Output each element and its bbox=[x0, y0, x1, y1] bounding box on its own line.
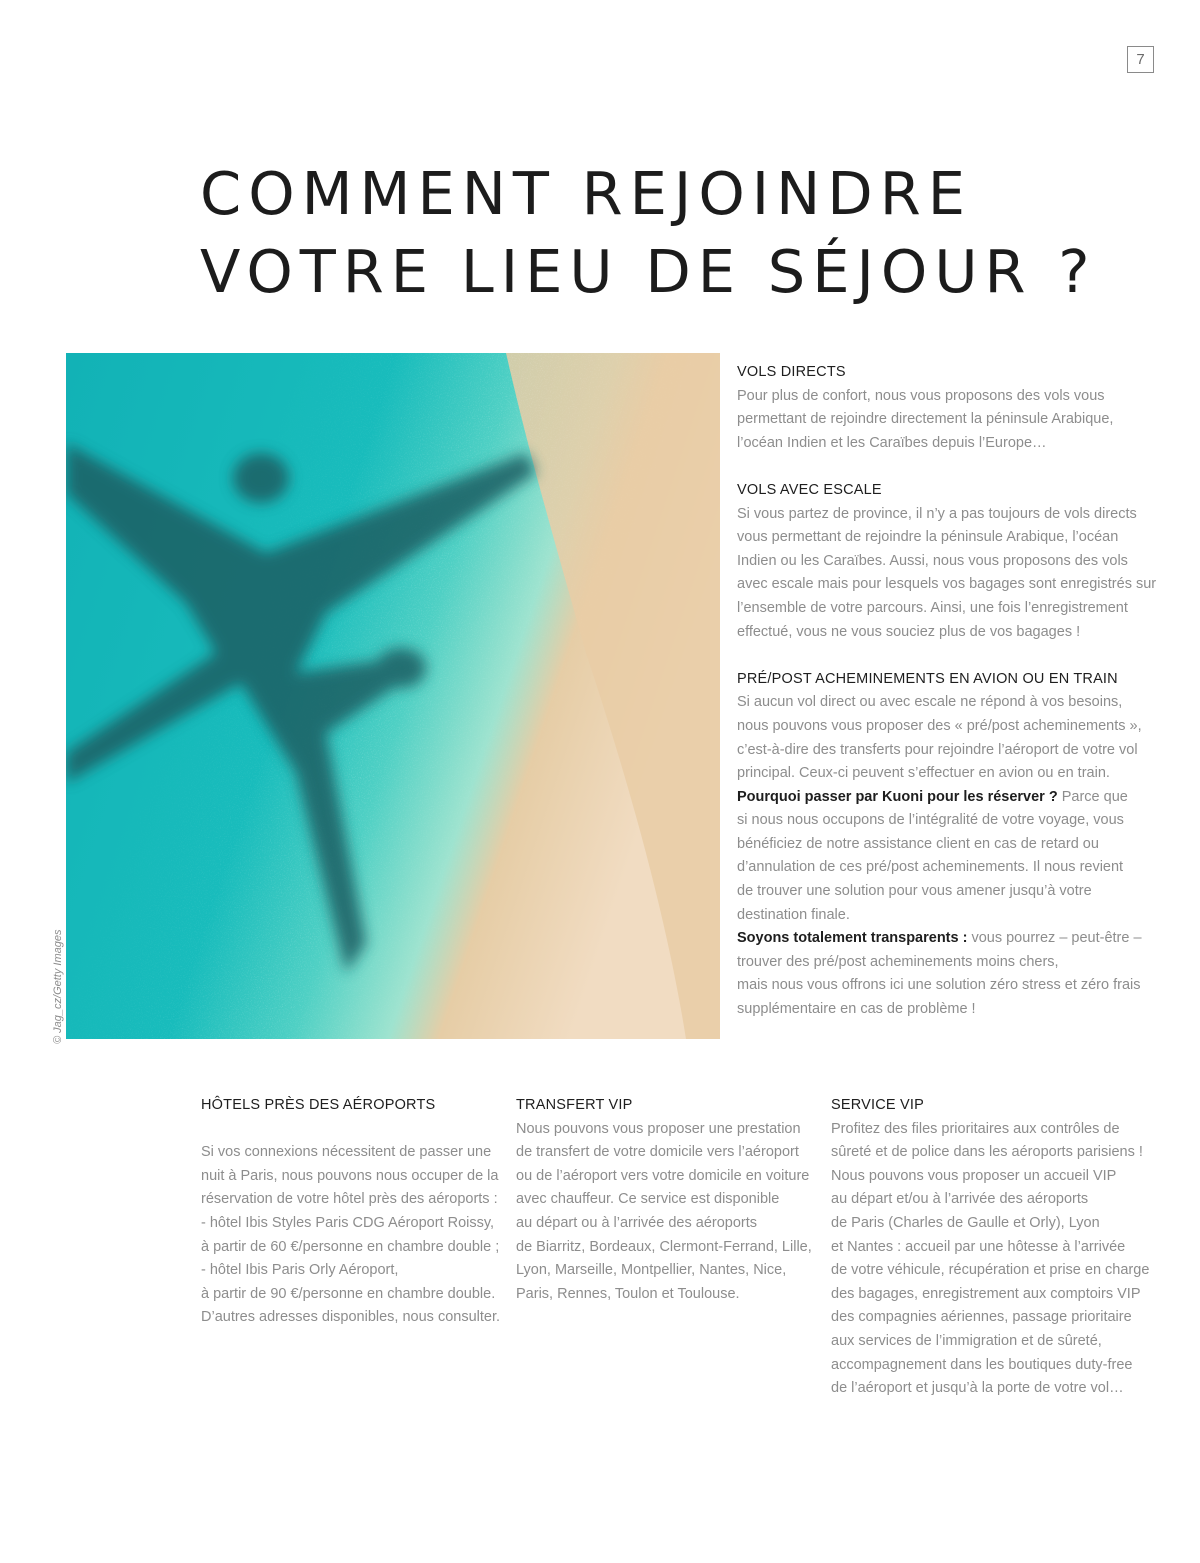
section-vols-directs bbox=[737, 361, 1137, 455]
text-line: vous permettant de rejoindre la péninsule Arabique, l’océan bbox=[737, 529, 1119, 546]
text-line: Indien ou les Caraïbes. Aussi, nous vous proposons des vols bbox=[737, 552, 1128, 569]
text-line: nous pouvons vous proposer des « pré/post acheminements », bbox=[737, 717, 1142, 734]
text-line bbox=[737, 927, 1142, 951]
section-hotels bbox=[201, 1094, 501, 1330]
text-line: l’ensemble de votre parcours. Ainsi, une fois l’enregistrement bbox=[737, 599, 1128, 616]
photo-credit: © Jag_cz/Getty Images bbox=[52, 929, 64, 1044]
why-kuoni-bold: Pourquoi passer par Kuoni pour les réserver ? bbox=[737, 788, 1058, 805]
section-service-vip bbox=[831, 1094, 1150, 1401]
text-line: Nous pouvons vous proposer une prestation bbox=[516, 1120, 801, 1137]
heading-transfert-vip: TRANSFERT VIP bbox=[516, 1097, 633, 1113]
text-line: supplémentaire en cas de problème ! bbox=[737, 1001, 976, 1018]
text-line: Paris, Rennes, Toulon et Toulouse. bbox=[516, 1285, 740, 1302]
text-fragment: Parce que bbox=[1057, 788, 1128, 805]
text-line: Si aucun vol direct ou avec escale ne répond à vos besoins, bbox=[737, 694, 1123, 711]
text-line: permettant de rejoindre directement la péninsule Arabique, bbox=[737, 411, 1114, 428]
heading-service-vip: SERVICE VIP bbox=[831, 1097, 924, 1113]
heading-pre-post: PRÉ/POST ACHEMINEMENTS EN AVION OU EN TRAIN bbox=[737, 670, 1118, 687]
title-line-2: VOTRE LIEU DE SÉJOUR ? bbox=[200, 237, 1097, 306]
text-line: effectué, vous ne vous souciez plus de vos bagages ! bbox=[737, 623, 1081, 640]
text-line: mais nous vous offrons ici une solution zéro stress et zéro frais bbox=[737, 977, 1141, 994]
text-line: au départ et/ou à l’arrivée des aéroports bbox=[831, 1191, 1089, 1208]
text-line: de trouver une solution pour vous amener jusqu’à votre bbox=[737, 883, 1092, 900]
airplane-shadow-beach-photo bbox=[66, 353, 720, 1039]
text-transfert-vip bbox=[516, 1118, 816, 1307]
text-line: à partir de 60 €/personne en chambre double ; bbox=[201, 1238, 500, 1255]
text-vols-directs bbox=[737, 385, 1137, 456]
text-line: principal. Ceux-ci peuvent s’effectuer en avion ou en train. bbox=[737, 765, 1110, 782]
text-line: avec chauffeur. Ce service est disponible bbox=[516, 1191, 780, 1208]
text-line: bénéficiez de notre assistance client en cas de retard ou bbox=[737, 835, 1099, 852]
text-line: D’autres adresses disponibles, nous consulter. bbox=[201, 1309, 501, 1326]
text-line bbox=[737, 786, 1137, 810]
heading-hotels: HÔTELS PRÈS DES AÉROPORTS bbox=[201, 1097, 436, 1113]
section-vols-escale bbox=[737, 479, 1157, 644]
text-line: et Nantes : accueil par une hôtesse à l’arrivée bbox=[831, 1238, 1126, 1255]
text-line: réservation de votre hôtel près des aéroports : bbox=[201, 1191, 498, 1208]
page-number: 7 bbox=[1127, 46, 1154, 73]
section-pre-post bbox=[737, 668, 1142, 1022]
text-line: des compagnies aériennes, passage prioritaire bbox=[831, 1309, 1132, 1326]
heading-vols-directs: VOLS DIRECTS bbox=[737, 364, 846, 380]
text-vols-escale bbox=[737, 503, 1157, 645]
heading-vols-escale: VOLS AVEC ESCALE bbox=[737, 481, 882, 498]
text-line: - hôtel Ibis Paris Orly Aéroport, bbox=[201, 1262, 399, 1279]
text-line: nuit à Paris, nous pouvons nous occuper de la bbox=[201, 1167, 499, 1184]
text-line: de Biarritz, Bordeaux, Clermont-Ferrand, Lille, bbox=[516, 1238, 812, 1255]
section-transfert-vip bbox=[516, 1094, 816, 1306]
text-line: avec escale mais pour lesquels vos bagages sont enregistrés sur bbox=[737, 576, 1157, 593]
text-line: des bagages, enregistrement aux comptoirs VIP bbox=[831, 1285, 1141, 1302]
right-column bbox=[737, 361, 1157, 1045]
text-line: d’annulation de ces pré/post acheminements. Il nous revient bbox=[737, 859, 1124, 876]
text-line: aux services de l’immigration et de sûreté, bbox=[831, 1332, 1102, 1349]
text-line: trouver des pré/post acheminements moins chers, bbox=[737, 953, 1059, 970]
title-line-1: COMMENT REJOINDRE bbox=[200, 159, 973, 228]
text-hotels bbox=[201, 1118, 501, 1330]
text-line: au départ ou à l’arrivée des aéroports bbox=[516, 1214, 758, 1231]
text-line: Lyon, Marseille, Montpellier, Nantes, Nice, bbox=[516, 1262, 787, 1279]
text-service-vip bbox=[831, 1118, 1150, 1401]
text-line: de transfert de votre domicile vers l’aéroport bbox=[516, 1144, 799, 1161]
text-line: ou de l’aéroport vers votre domicile en voiture bbox=[516, 1167, 810, 1184]
text-line: de votre véhicule, récupération et prise en charge bbox=[831, 1262, 1150, 1279]
text-line: Pour plus de confort, nous vous proposons des vols vous bbox=[737, 387, 1105, 404]
text-line: si nous nous occupons de l’intégralité de votre voyage, vous bbox=[737, 812, 1124, 829]
text-line: Si vous partez de province, il n’y a pas toujours de vols directs bbox=[737, 505, 1137, 522]
text-line: de Paris (Charles de Gaulle et Orly), Lyon bbox=[831, 1214, 1100, 1231]
text-line: sûreté et de police dans les aéroports parisiens ! bbox=[831, 1144, 1143, 1161]
text-line: destination finale. bbox=[737, 906, 850, 923]
text-line: de l’aéroport et jusqu’à la porte de votre vol… bbox=[831, 1380, 1124, 1397]
text-line: - hôtel Ibis Styles Paris CDG Aéroport Roissy, bbox=[201, 1214, 495, 1231]
transparent-bold: Soyons totalement transparents : bbox=[737, 930, 968, 947]
text-line: Si vos connexions nécessitent de passer une bbox=[201, 1144, 492, 1161]
text-pre-post bbox=[737, 691, 1142, 1021]
text-line: Profitez des files prioritaires aux contrôles de bbox=[831, 1120, 1120, 1137]
text-line: Nous pouvons vous proposer un accueil VIP bbox=[831, 1167, 1117, 1184]
text-line: l’océan Indien et les Caraïbes depuis l’Europe… bbox=[737, 434, 1047, 451]
text-fragment: vous pourrez – peut-être – bbox=[967, 930, 1142, 947]
text-line: c’est-à-dire des transferts pour rejoindre l’aéroport de votre vol bbox=[737, 741, 1138, 758]
page-title bbox=[200, 155, 1097, 311]
text-line: à partir de 90 €/personne en chambre double. bbox=[201, 1285, 496, 1302]
text-line: accompagnement dans les boutiques duty-free bbox=[831, 1356, 1133, 1373]
